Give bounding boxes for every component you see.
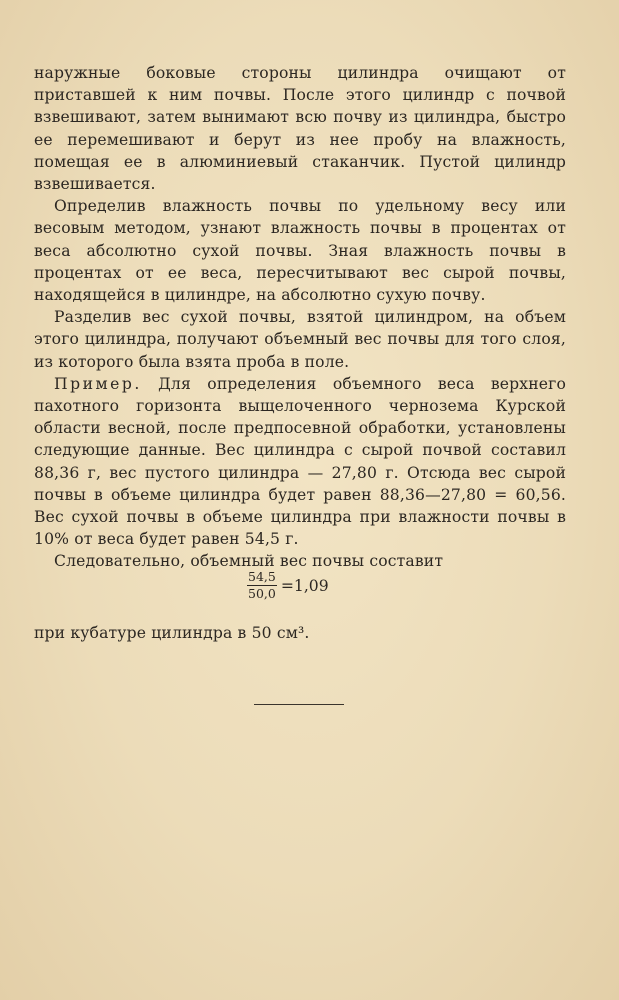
section-divider: [254, 704, 344, 705]
paragraph-2: Определив влажность почвы по удельному весу или весовым методом, узнают влажность почвы в процентах от веса абсолютно сухой почвы. Зная влажность почвы в процентах от ее веса, пересчитывают вес сырой почвы, находящейся в цилиндре, на абсолютно сухую почву.: [34, 197, 566, 305]
conclusion-paragraph: Следовательно, объемный вес почвы составит: [54, 552, 444, 571]
fraction: [247, 570, 277, 601]
fraction-numerator: 54,5: [248, 569, 276, 584]
body-text: [34, 62, 566, 573]
fraction-denominator: 50,0: [248, 586, 276, 601]
example-paragraph: [34, 373, 566, 551]
paragraph-3: Разделив вес сухой почвы, взятой цилиндром, на объем этого цилиндра, получают объемный вес почвы для того слоя, из которого была взята проба в поле.: [34, 308, 566, 371]
example-text: Для определения объемного веса верхнего пахотного горизонта выщелоченного чернозема Курской области весной, после предпосевной обработки, установлены следующие данные. Вес цилиндра с сырой почвой составил 88,36 г, вес пустого цилиндра — 27,80 г. Отсюда вес сырой почвы в объеме цилиндра будет равен 88,36—27,80 = 60,56. Вес сухой почвы в объеме цилиндра при влажности почвы в 10% от веса будет равен 54,5 г.: [34, 374, 566, 549]
paragraph-1: наружные боковые стороны цилиндра очищают от приставшей к ним почвы. После этого цилиндр с почвой взвешивают, затем вынимают всю почву из цилиндра, быстро ее перемешивают и берут из нее пробу на влажность, помещая ее в алюминиевый стаканчик. Пустой цилиндр взвешивается.: [34, 64, 566, 194]
final-line: при кубатуре цилиндра в 50 см³.: [34, 624, 310, 642]
formula-result: =1,09: [280, 576, 329, 595]
example-label: Пример.: [54, 374, 142, 393]
density-formula: [247, 570, 329, 601]
